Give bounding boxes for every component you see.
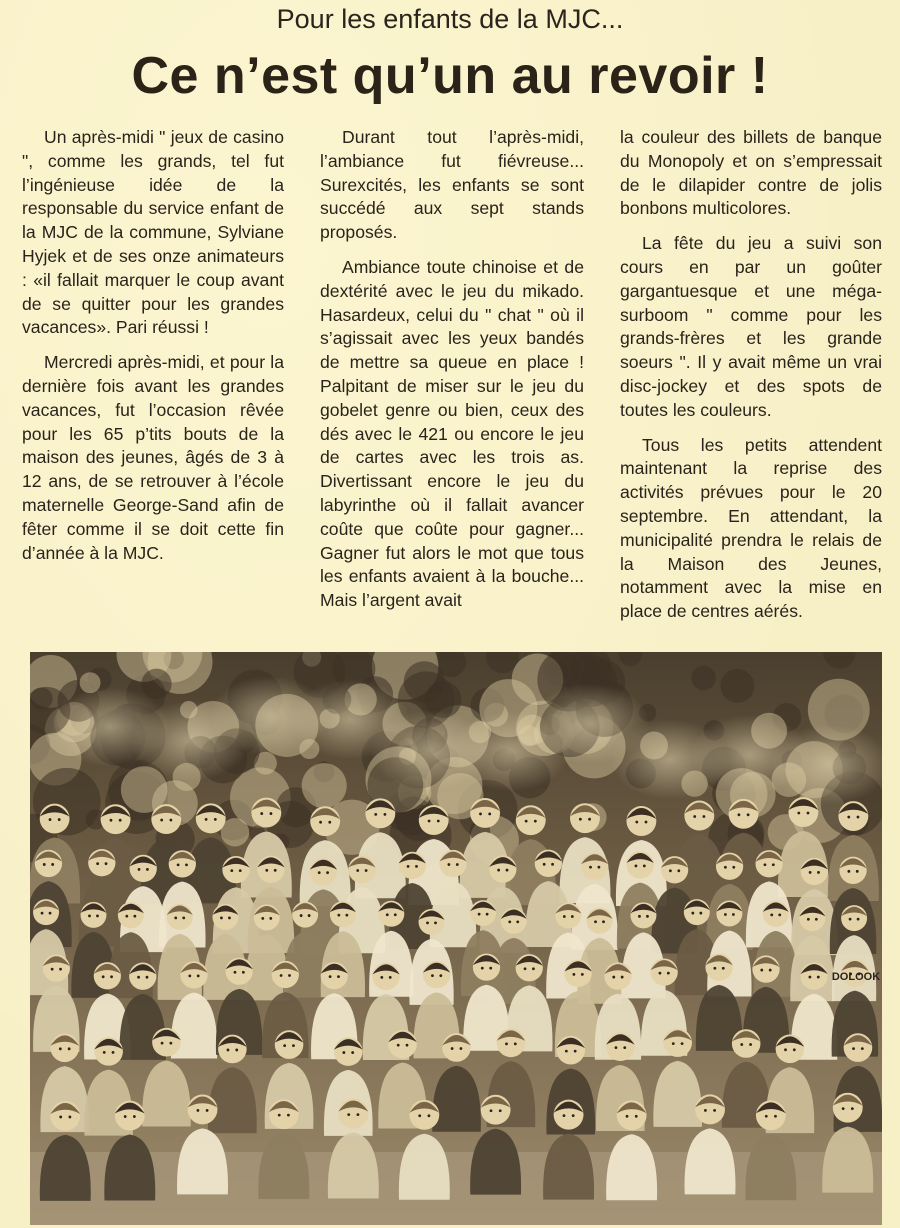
paragraph: Un après-midi " jeux de casino ", comme les grands, tel fut l’ingénieuse idée de la responsable du service enfant de la MJC de la commune, Sylviane Hyjek et de ses onze animateurs : «il fallait marquer le coup avant de se quitter pour les grandes vacances». Pari réussi ! [22,127,284,338]
shirt-print: DOLOOK [831,971,881,983]
article-column-1 [22,126,284,576]
group-photo-image [30,652,882,1225]
paragraph: Ambiance toute chinoise et de dextérité avec le jeu du mikado. Hasardeux, celui du " chat " où il s’agissait avec les yeux bandés de mettre sa queue en place ! Palpitant de miser sur le jeu du gobelet genre ou bien, ceux des dés avec le 421 ou encore le jeu de cartes avec les trois as. Divertissant encore le jeu du labyrinthe où il fallait avancer coûte que coûte pour gagner... Gagner fut alors le mot que tous les enfants avaient à la bouche... Mais l’argent avait [320,256,584,611]
article-column-3 [620,126,882,635]
article-headline: Ce n’est qu’un au revoir ! [131,47,769,105]
group-photo [30,652,882,1225]
paragraph: Durant tout l’après-midi, l’ambiance fut fiévreuse... Surexcités, les enfants se sont succédé aux sept stands proposés. [320,127,584,243]
paragraph: Mercredi après-midi, et pour la dernière fois avant les grandes vacances, fut l’occasion rêvée pour les 65 p’tits bouts de la maison des jeunes, âgés de 3 à 12 ans, de se retrouver à l’école maternelle George-Sand afin de fêter comme il se doit cette fin d’année à la MJC. [22,352,284,563]
paragraph: Tous les petits attendent maintenant la reprise des activités prévues pour le 20 septembre. En attendant, la municipalité prendra le relais de la Maison des Jeunes, notamment avec la mise en place de centres aérés. [620,434,882,622]
paragraph: la couleur des billets de banque du Monopoly et on s’empressait de le dilapider contre de jolis bonbons multicolores. [620,127,882,219]
paragraph: La fête du jeu a suivi son cours en par un goûter gargantuesque et une méga-surboom " comme pour les grands-frères et les grande soeurs ". Il y avait même un vrai disc-jockey et des spots de toutes les couleurs. [620,233,882,420]
article-kicker: Pour les enfants de la MJC... [276,4,624,34]
article-column-2 [320,126,584,624]
